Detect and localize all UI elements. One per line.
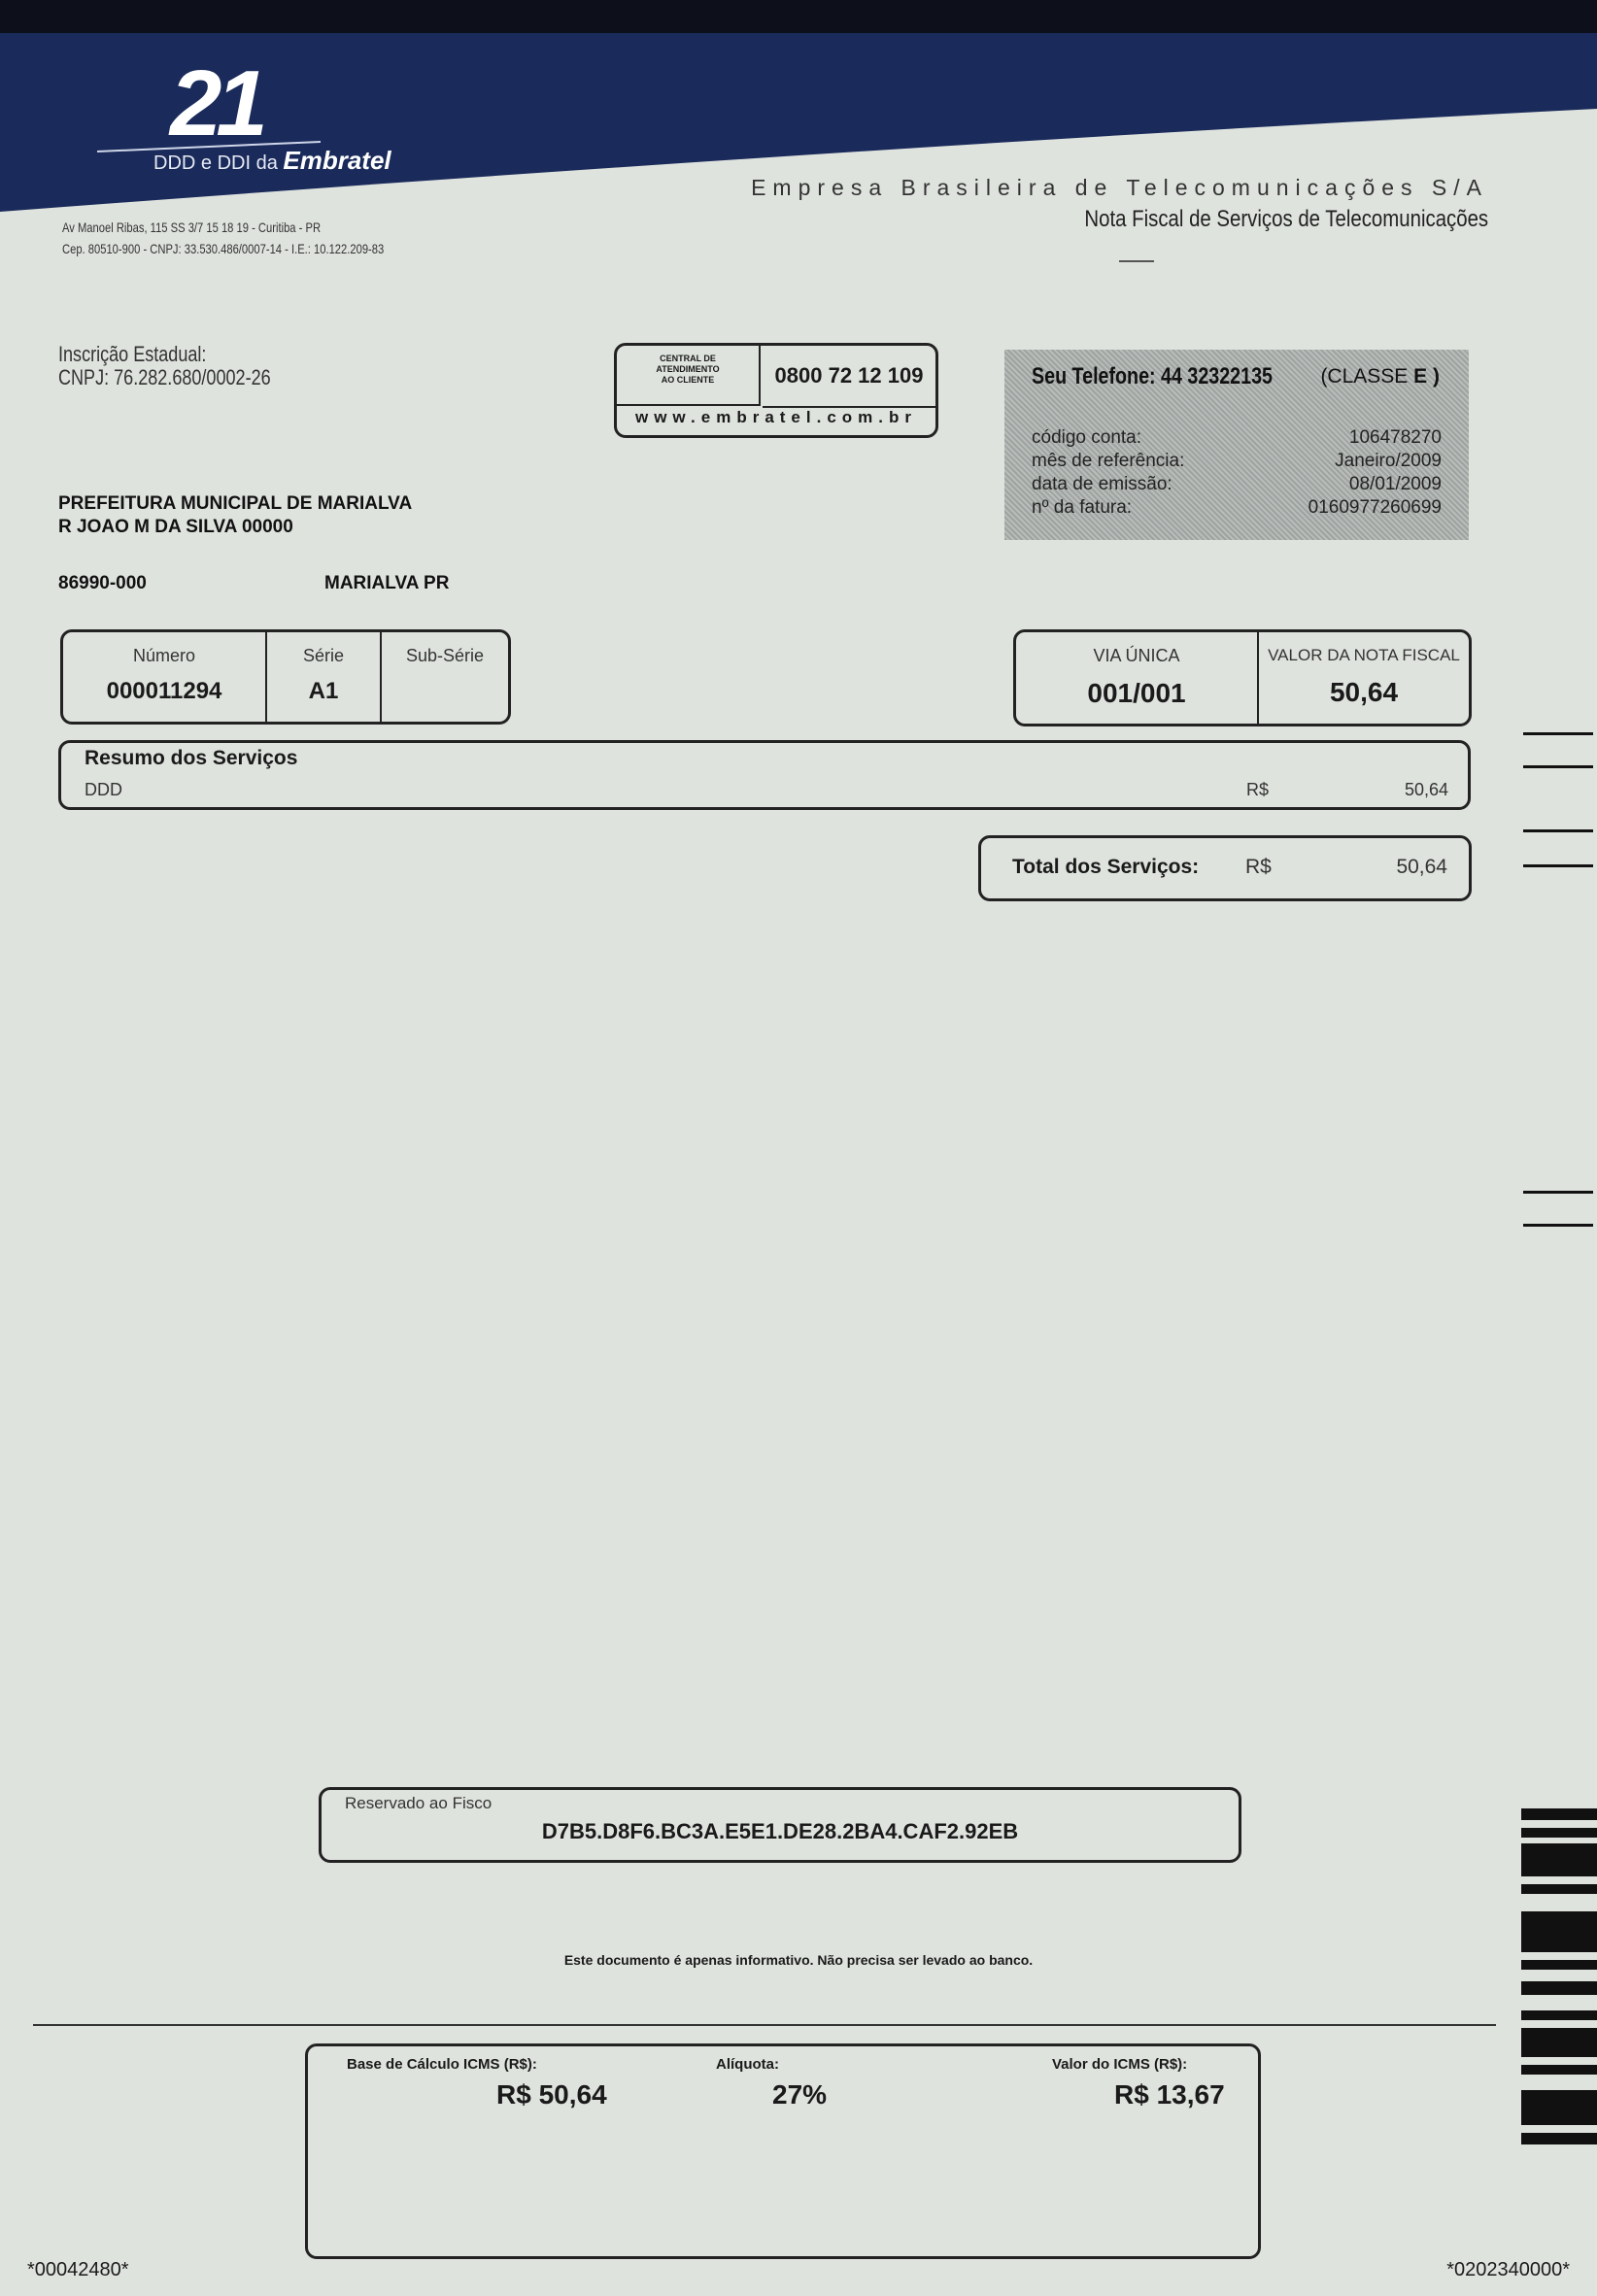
phone-info-panel — [1004, 350, 1469, 540]
footer-left-code: *00042480* — [27, 2259, 129, 2280]
via-cell — [1016, 632, 1259, 724]
total-value: 50,64 — [1396, 856, 1447, 878]
total-currency: R$ — [1245, 856, 1272, 878]
customer-street: R JOAO M DA SILVA 00000 — [58, 517, 293, 537]
icms-value: R$ 13,67 — [1114, 2079, 1225, 2110]
logo-number: 21 — [170, 51, 262, 155]
row-label: data de emissão: — [1032, 474, 1172, 494]
summary-title: Resumo dos Serviços — [85, 747, 298, 769]
customer-name: PREFEITURA MUNICIPAL DE MARIALVA — [58, 493, 413, 514]
class-label: (CLASSE — [1320, 365, 1409, 388]
company-address-line-1: Av Manoel Ribas, 115 SS 3/7 15 18 19 - Curitiba - PR — [62, 219, 322, 235]
fisco-label: Reservado ao Fisco — [345, 1794, 493, 1812]
icms-base-value: R$ 50,64 — [496, 2079, 607, 2110]
logo-tagline-text: DDD e DDI da — [153, 152, 278, 174]
numero-cell — [63, 632, 267, 722]
title-underline — [1119, 260, 1154, 262]
valor-label: VALOR DA NOTA FISCAL — [1268, 646, 1460, 664]
icms-value-label: Valor do ICMS (R$): — [1052, 2056, 1188, 2073]
via-label: VIA ÚNICA — [1093, 646, 1180, 665]
customer-cep: 86990-000 — [58, 573, 147, 593]
service-label-line: ATENDIMENTO — [656, 364, 720, 374]
phone-number-title: Seu Telefone: 44 32322135 — [1032, 363, 1273, 389]
valor-cell — [1259, 632, 1469, 724]
fisco-code: D7B5.D8F6.BC3A.E5E1.DE28.2BA4.CAF2.92EB — [541, 1819, 1019, 1843]
serie-cell — [267, 632, 382, 722]
row-label: nº da fatura: — [1032, 497, 1133, 518]
icms-aliquota-label: Alíquota: — [716, 2056, 779, 2073]
inscricao-label: Inscrição Estadual: — [58, 342, 207, 366]
numero-value: 000011294 — [106, 678, 222, 704]
customer-service-label — [617, 346, 761, 406]
service-label-line: CENTRAL DE — [660, 354, 716, 363]
reference-month-row — [1032, 451, 1442, 472]
serie-label: Série — [302, 646, 345, 665]
footer-right-code: *0202340000* — [1446, 2259, 1570, 2280]
customer-service-box — [614, 343, 938, 438]
logo-brand-name: Embratel — [283, 146, 391, 175]
row-value: 106478270 — [1348, 427, 1442, 448]
summary-item: DDD — [85, 780, 122, 799]
summary-currency: R$ — [1246, 780, 1270, 799]
numero-label: Número — [132, 646, 196, 665]
informative-note: Este documento é apenas informativo. Não precisa ser levado ao banco. — [563, 1952, 1034, 1968]
valor-value: 50,64 — [1329, 677, 1399, 707]
class-value: E ) — [1413, 365, 1440, 388]
phone-class — [1320, 365, 1440, 388]
divider-line — [33, 2024, 1496, 2026]
service-label-line: AO CLIENTE — [661, 375, 715, 385]
summary-value: 50,64 — [1404, 780, 1448, 799]
account-code-row — [1032, 427, 1442, 449]
invoice-number-row — [1032, 497, 1442, 519]
row-value: 08/01/2009 — [1348, 474, 1442, 494]
company-name: Empresa Brasileira de Telecomunicações S/A — [751, 175, 1488, 200]
logo-tagline — [153, 146, 391, 176]
customer-city: MARIALVA PR — [324, 573, 450, 593]
customer-cnpj: CNPJ: 76.282.680/0002-26 — [58, 365, 271, 389]
fisco-box — [319, 1787, 1241, 1863]
row-label: código conta: — [1032, 427, 1142, 448]
invoice-id-box — [60, 629, 511, 725]
services-total-box — [978, 835, 1472, 901]
services-summary-box — [58, 740, 1471, 810]
subserie-cell — [382, 632, 508, 722]
company-address-line-2: Cep. 80510-900 - CNPJ: 33.530.486/0007-14 - I.E.: 10.122.209-83 — [62, 241, 385, 256]
serie-value: A1 — [308, 678, 339, 704]
row-value: Janeiro/2009 — [1335, 451, 1442, 471]
document-title: Nota Fiscal de Serviços de Telecomunicações — [1084, 206, 1488, 232]
via-valor-box — [1013, 629, 1472, 726]
via-value: 001/001 — [1087, 678, 1186, 708]
row-value: 0160977260699 — [1308, 497, 1442, 518]
row-label: mês de referência: — [1032, 451, 1185, 471]
icms-box — [305, 2043, 1261, 2259]
customer-service-phone: 0800 72 12 109 — [763, 346, 935, 408]
subserie-label: Sub-Série — [405, 646, 485, 665]
icms-aliquota-value: 27% — [772, 2079, 828, 2110]
icms-base-label: Base de Cálculo ICMS (R$): — [347, 2056, 537, 2073]
website-url: www.embratel.com.br — [634, 408, 918, 426]
total-label: Total dos Serviços: — [1012, 856, 1200, 878]
issue-date-row — [1032, 474, 1442, 495]
